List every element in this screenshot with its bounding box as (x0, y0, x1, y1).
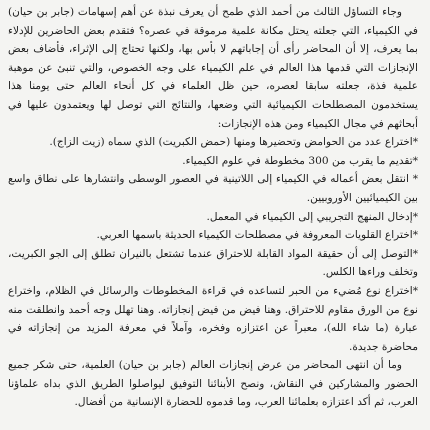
paragraph-conclusion: وما أن انتهى المحاضر من عرض إنجازات العالم (جابر بن حيان) العلمية، حتى شكر جميع الحضور والمشاركين في النقاش، ونصح الأبنائنا التوفيق ليواصلوا الطريق الذي بداه علماؤنا العرب، ثم أكد اعتزازه بعلمائنا العرب، وما قدموه للحضارة الإنسانية من أفضال. (8, 359, 418, 409)
list-item-acids: *اختراع عدد من الحوامض وتحضيرها ومنها (حمض الكبريت) الذي سماه (زيت الزاج). (49, 136, 418, 149)
list-item-combustion: *التوصل إلى أن حقيقة المواد القابلة للاحتراق عندما تشتعل بالنيران تطلق إلى الجو الكبريت، وتخلف وراءها الكلس. (8, 247, 419, 279)
list-item-luminous-ink: *اختراع نوع مُضيء من الحبر لتساعده في قراءة المخطوطات والرسائل في الظلام، واختراع نوع من الورق مقاوم للاحتراق. وهنا فيض من فيض إنجازاته. وهنا تهلل وجه أحمد وانطلقت منه عبارة (ما شاء الله)، معبراً عن اعتزازه وفخره، وآملاً في معرفة المزيد من إنجازاته في محاضرة جديدة. (8, 284, 418, 353)
list-item-alkalis: *اختراع القلويات المعروفة في مصطلحات الكيمياء الحديثة باسمها العربي. (96, 229, 418, 242)
list-item-manuscripts: *تقديم ما يقرب من 300 مخطوطة في علوم الكيمياء. (182, 154, 418, 167)
list-item-latin-translation: * انتقل بعض أعماله في الكيمياء إلى اللاتينية في العصور الوسطى وانتشارها على نطاق واسع بين الكيميائيين الأوروبيين. (8, 173, 418, 204)
paragraph-intro: وجاء التساؤل الثالث من أحمد الذي طمح أن يعرف نبذة عن أهم إسهامات (جابر بن حيان) في الكيمياء، التي جعلته يحتل مكانة علمية مرموقة في عصره؟ فتقدم بعض الحاضرين للإدلاء بما يعرف، إلا أن المحاضر رأى أن إجاباتهم لا بأس بها، ولكنها تحتاج إلى الإثراء، فأضاف بعض الإنجازات التي قدمها هذا العالم في علم الكيمياء على وجه الخصوص، والتي تنبئ عن موهبة علمية فذة، جعلته سابقا لعصره، حين ظل العلماء في كل أنحاء العالم حتى يومنا هذا يستخدمون المصطلحات الكيميائية التي وضعها، والنتائج التي توصل لها ويعتمدون عليها في أبحاثهم في مجال الكيمياء ومن هذه الإنجازات: (8, 6, 418, 130)
list-item-experimental-method: *إدخال المنهج التجريبي إلى الكيمياء في المعمل. (206, 210, 418, 223)
